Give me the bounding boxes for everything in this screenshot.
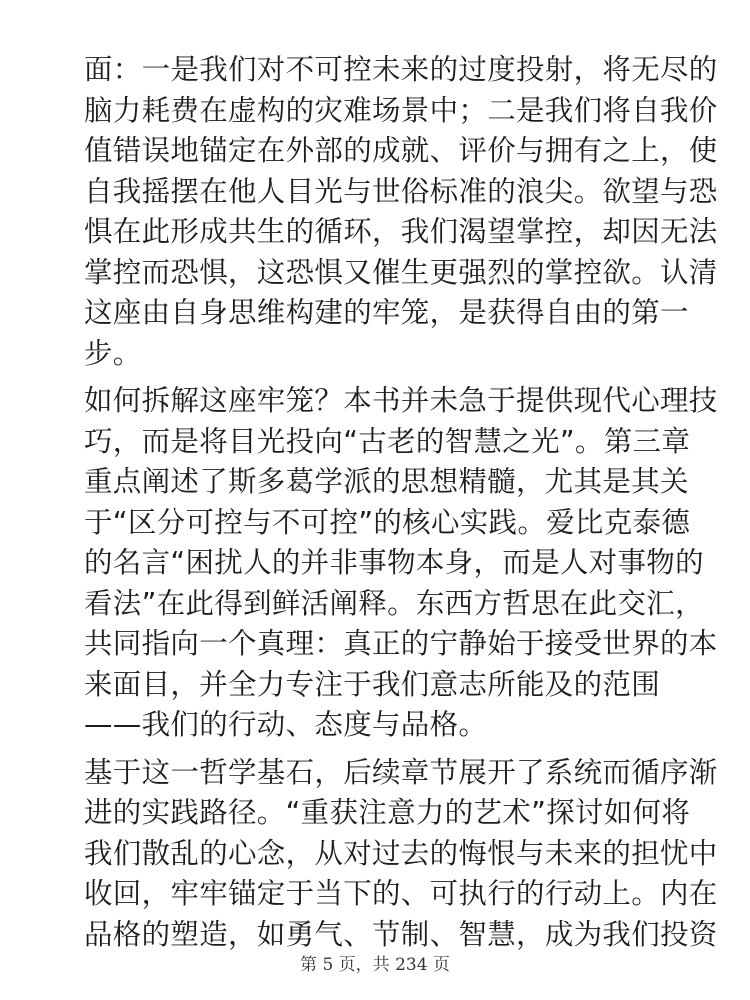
text-line: 步。 xyxy=(84,336,142,370)
text-line: 脑力耗费在虚构的灾难场景中；二是我们将自我价 xyxy=(84,93,718,127)
text-line: 惧在此形成共生的循环，我们渴望掌控，却因无法 xyxy=(84,215,718,248)
text-line: 我们散乱的心念，从对过去的悔恨与未来的担忧中 xyxy=(84,836,718,870)
text-line: 于“区分可控与不可控”的核心实践。爱比克泰德 xyxy=(84,505,691,539)
text-line: 巧，而是将目光投向“古老的智慧之光”。第三章 xyxy=(84,424,691,458)
text-line: 面：一是我们对不可控未来的过度投射，将无尽的 xyxy=(84,53,718,86)
text-line: 来面目，并全力专注于我们意志所能及的范围 xyxy=(84,667,661,701)
paragraph-2 xyxy=(84,381,718,746)
page-number-footer xyxy=(0,950,750,975)
text-line: ——我们的行动、态度与品格。 xyxy=(84,708,488,741)
footer-suffix: 页 xyxy=(427,955,450,975)
footer-prefix: 第 xyxy=(300,955,323,975)
text-line: 如何拆解这座牢笼？本书并未急于提供现代心理技 xyxy=(84,384,718,417)
text-line: 的名言“困扰人的并非事物本身，而是人对事物的 xyxy=(84,546,704,579)
paragraph-3 xyxy=(84,753,718,956)
text-line: 共同指向一个真理：真正的宁静始于接受世界的本 xyxy=(84,627,718,660)
text-line: 重点阐述了斯多葛学派的思想精髓，尤其是其关 xyxy=(84,465,689,498)
body-text xyxy=(84,50,718,962)
total-page-count: 234 xyxy=(395,955,428,975)
footer-middle: 页，共 xyxy=(333,955,396,975)
text-line: 掌控而恐惧，这恐惧又催生更强烈的掌控欲。认清 xyxy=(84,255,718,289)
text-line: 自我摇摆在他人目光与世俗标准的浪尖。欲望与恐 xyxy=(84,174,718,208)
text-line: 值错误地锚定在外部的成就、评价与拥有之上，使 xyxy=(84,134,718,167)
text-line: 这座由自身思维构建的牢笼，是获得自由的第一 xyxy=(84,296,689,329)
text-line: 品格的塑造，如勇气、节制、智慧，成为我们投资 xyxy=(84,917,718,951)
text-line: 看法”在此得到鲜活阐释。东西方哲思在此交汇， xyxy=(84,586,704,620)
current-page-number: 5 xyxy=(322,955,334,975)
text-line: 基于这一哲学基石，后续章节展开了系统而循序渐 xyxy=(84,755,718,789)
text-line: 收回，牢牢锚定于当下的、可执行的行动上。内在 xyxy=(84,877,718,910)
paragraph-1 xyxy=(84,50,718,374)
text-line: 进的实践路径。“重获注意力的艺术”探讨如何将 xyxy=(84,796,691,829)
